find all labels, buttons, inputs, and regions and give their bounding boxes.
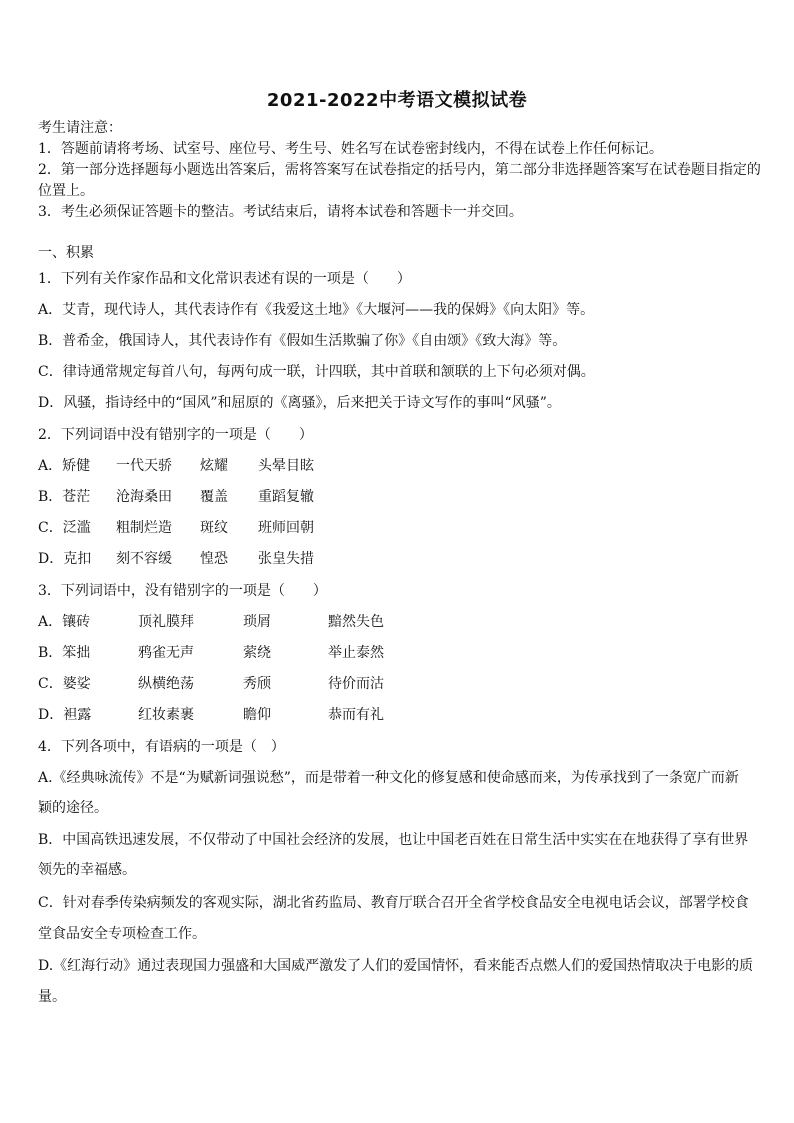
notice-item-3: 3．考生必须保证答题卡的整洁。考试结束后，请将本试卷和答题卡一并交回。 (38, 204, 523, 220)
q4-option-d-cont: 量。 (38, 989, 66, 1005)
q3-b-word-3: 萦绕 (243, 645, 271, 661)
q2-c-word-4: 班师回朝 (258, 520, 314, 536)
q3-c-word-4: 待价而沽 (328, 676, 384, 692)
q3-option-b (38, 643, 758, 663)
q3-c-word-3: 秀颀 (243, 676, 271, 692)
q2-c-word-3: 斑纹 (200, 520, 228, 536)
q2-option-c (38, 518, 758, 538)
q3-d-word-4: 恭而有礼 (328, 707, 384, 723)
q2-stem: 2．下列词语中没有错别字的一项是（ ） (38, 427, 313, 443)
q1-option-d: D．风骚，指诗经中的“国风”和屈原的《离骚》，后来把关于诗文写作的事叫“风骚”。 (38, 395, 561, 411)
q4-option-c-cont: 堂食品安全专项检查工作。 (38, 926, 206, 942)
q2-a-word-2: 一代天骄 (116, 458, 172, 474)
q3-b-word-2: 鸦雀无声 (138, 645, 194, 661)
exam-title: 2021-2022中考语文模拟试卷 (266, 90, 528, 111)
notice-item-2-cont: 位置上。 (38, 183, 94, 199)
q4-option-b: B．中国高铁迅速发展，不仅带动了中国社会经济的发展，也让中国老百姓在日常生活中实实在在地获得了享有世界 (38, 832, 749, 848)
q3-a-word-3: 琐屑 (243, 614, 271, 630)
notice-item-1: 1．答题前请将考场、试室号、座位号、考生号、姓名写在试卷密封线内，不得在试卷上作任何标记。 (38, 141, 663, 157)
q3-option-d (38, 705, 758, 725)
q3-b-word-4: 举止泰然 (328, 645, 384, 661)
q2-d-word-1: D．克扣 (38, 551, 92, 567)
q3-a-word-1: A．镶砖 (38, 614, 91, 630)
q2-option-a (38, 456, 758, 476)
q3-d-word-1: D．袒露 (38, 707, 92, 723)
q2-a-word-4: 头晕目眩 (258, 458, 314, 474)
q3-stem: 3．下列词语中，没有错别字的一项是（ ） (38, 583, 327, 599)
section-heading: 一、积累 (38, 245, 94, 261)
notice-item-2: 2．第一部分选择题每小题选出答案后，需将答案写在试卷指定的括号内，第二部分非选择题答案写在试卷题目指定的 (38, 162, 761, 178)
q2-b-word-3: 覆盖 (200, 489, 228, 505)
q2-b-word-2: 沧海桑田 (116, 489, 172, 505)
q4-option-d: D.《红海行动》通过表现国力强盛和大国威严激发了人们的爱国情怀，看来能否点燃人们的爱国热情取决于电影的质 (38, 958, 754, 974)
q2-c-word-2: 粗制烂造 (116, 520, 172, 536)
q2-a-word-1: A．矫健 (38, 458, 91, 474)
q2-a-word-3: 炫耀 (200, 458, 228, 474)
q3-a-word-2: 顶礼膜拜 (138, 614, 194, 630)
q2-d-word-4: 张皇失措 (258, 551, 314, 567)
q2-d-word-2: 刻不容缓 (116, 551, 172, 567)
q3-option-a (38, 612, 758, 632)
q3-d-word-3: 瞻仰 (243, 707, 271, 723)
q3-b-word-1: B．笨拙 (38, 645, 91, 661)
q2-option-b (38, 487, 758, 507)
q4-option-b-cont: 领先的幸福感。 (38, 862, 136, 878)
q1-option-c: C．律诗通常规定每首八句，每两句成一联，计四联，其中首联和颔联的上下句必须对偶。 (38, 364, 595, 380)
q3-c-word-1: C．婆娑 (38, 676, 91, 692)
q4-option-a: A.《经典咏流传》不是“为赋新词强说愁”，而是带着一种文化的修复感和使命感而来，为传承找到了一条宽广而新 (38, 770, 739, 786)
q4-stem: 4．下列各项中，有语病的一项是（ ） (38, 739, 285, 755)
q4-option-c: C．针对春季传染病频发的客观实际，湖北省药监局、教育厅联合召开全省学校食品安全电视电话会议，部署学校食 (38, 895, 749, 911)
q1-stem: 1．下列有关作家作品和文化常识表述有误的一项是（ ） (38, 271, 411, 287)
q2-d-word-3: 惶恐 (200, 551, 228, 567)
q3-a-word-4: 黯然失色 (328, 614, 384, 630)
q1-option-a: A．艾青，现代诗人，其代表诗作有《我爱这土地》《大堰河——我的保姆》《向太阳》等。 (38, 302, 595, 318)
q1-option-b: B．普希金，俄国诗人，其代表诗作有《假如生活欺骗了你》《自由颂》《致大海》等。 (38, 333, 567, 349)
q2-option-d (38, 549, 758, 569)
q4-option-a-cont: 颖的途径。 (38, 800, 108, 816)
q2-b-word-1: B．苍茫 (38, 489, 91, 505)
notice-heading: 考生请注意： (38, 120, 122, 136)
q2-c-word-1: C．泛滥 (38, 520, 91, 536)
q2-b-word-4: 重蹈复辙 (258, 489, 314, 505)
q3-option-c (38, 674, 758, 694)
q3-d-word-2: 红妆素裹 (138, 707, 194, 723)
q3-c-word-2: 纵横绝荡 (138, 676, 194, 692)
